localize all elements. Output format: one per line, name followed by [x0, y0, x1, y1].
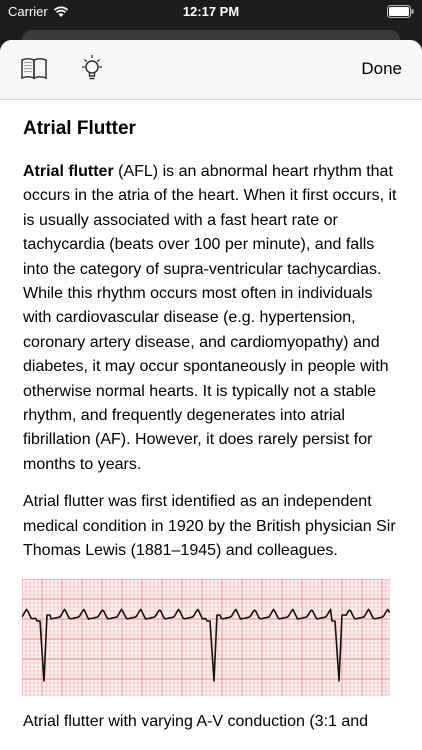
book-icon[interactable] — [20, 54, 48, 82]
status-bar — [0, 0, 422, 24]
ecg-strip-image — [22, 579, 390, 696]
toolbar — [0, 40, 422, 100]
lightbulb-icon[interactable] — [79, 54, 105, 82]
article-sheet — [0, 40, 422, 750]
intro-lead: Atrial flutter — [23, 163, 114, 180]
paragraph-intro — [23, 160, 400, 477]
battery-icon — [387, 5, 414, 18]
intro-text: (AFL) is an abnormal heart rhythm that occurs in the atria of the heart. When it first occurs, it is usually associated with a fast heart rate or tachycardia (beats over 100 per minute), and falls into the category of supra-ventricular tachycardias. While this rhythm occurs most often in individuals with cardiovascular disease (e.g. hypertension, coronary artery disease, and cardiomyopathy) and diabetes, it may occur spontaneously in people with otherwise normal hearts. It is typically not a stable rhythm, and frequently degenerates into atrial fibrillation (AF). However, it does rarely persist for months to years. — [23, 163, 397, 473]
paragraph-history: Atrial flutter was first identified as an independent medical condition in 1920 by the British physician Sir Thomas Lewis (1881–1945) and colleagues. — [23, 493, 396, 560]
carrier-label: Carrier — [8, 4, 48, 19]
ecg-caption: Atrial flutter with varying A-V conduction (3:1 and — [23, 712, 369, 730]
status-time: 12:17 PM — [182, 4, 240, 19]
article-title: Atrial Flutter — [23, 118, 136, 139]
article-content — [0, 100, 422, 734]
done-button[interactable]: Done — [361, 59, 402, 78]
